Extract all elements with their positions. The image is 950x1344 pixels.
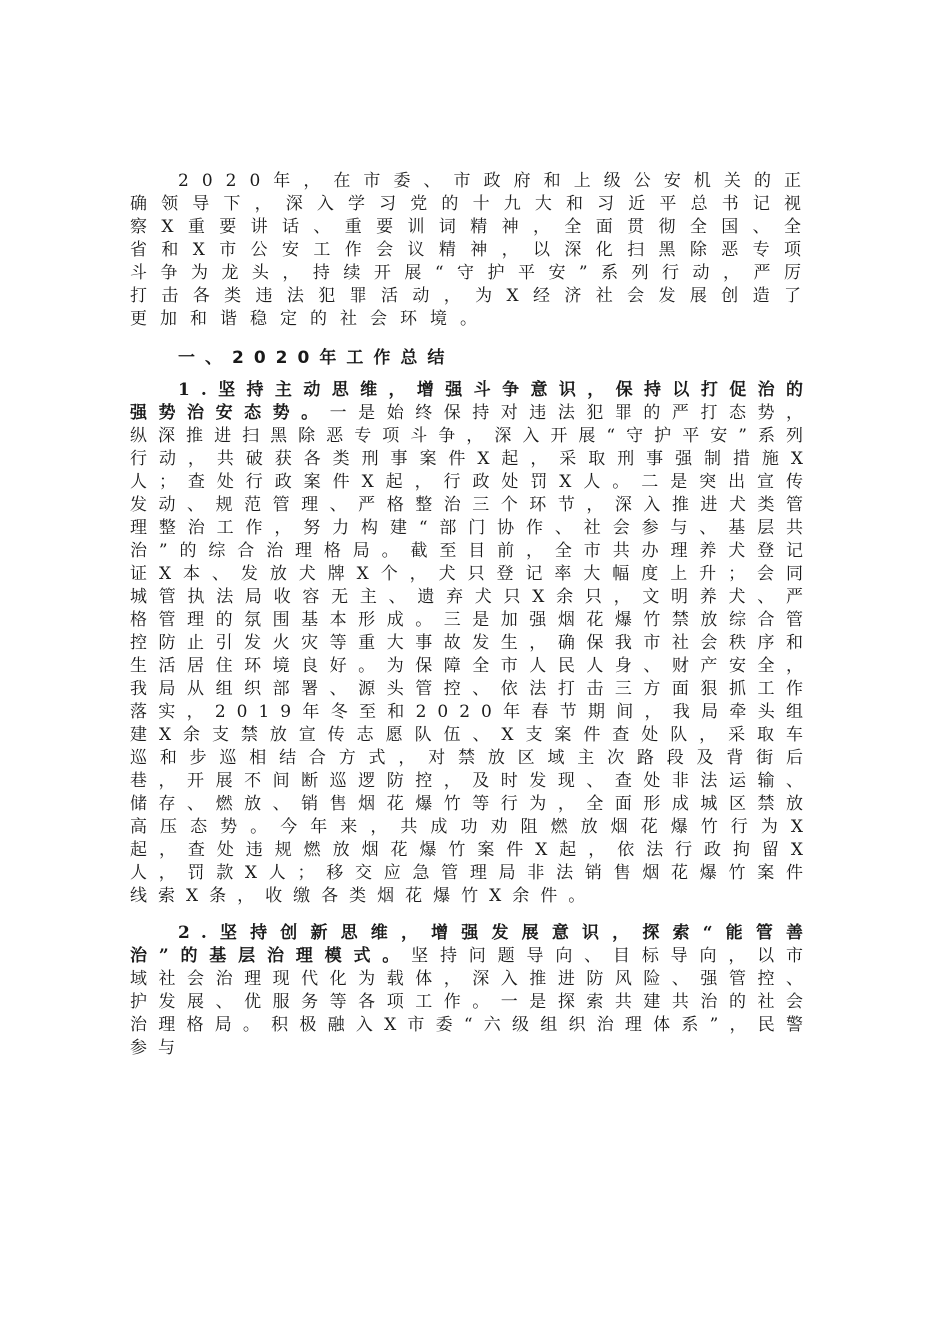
summary-item-2-body: 坚持问题导向、目标导向，以市域社会治理现代化为载体，深入推进防风险、强管控、护发展、优服务等各项工作。一是探索共建共治的社会治理格局。积极融入X市委“六级组织治理体系”，民警参与 (130, 946, 815, 1058)
summary-item-2 (130, 922, 814, 1060)
summary-item-1-body: 一是始终保持对违法犯罪的严打态势，纵深推进扫黑除恶专项斗争，深入开展“守护平安”系列行动，共破获各类刑事案件X起，采取刑事强制措施X人；查处行政案件X起，行政处罚X人。二是突出宣传发动、规范管理、严格整治三个环节，深入推进犬类管理整治工作，努力构建“部门协作、社会参与、基层共治”的综合治理格局。截至目前，全市共办理养犬登记证X本、发放犬牌X个，犬只登记率大幅度上升；会同城管执法局收容无主、遗弃犬只X余只，文明养犬、严格管理的氛围基本形成。三是加强烟花爆竹禁放综合管控防止引发火灾等重大事故发生，确保我市社会秩序和生活居住环境良好。为保障全市人民人身、财产安全，我局从组织部署、源头管控、依法打击三方面狠抓工作落实，2019年冬至和2020年春节期间，我局牵头组建X余支禁放宣传志愿队伍、X支案件查处队，采取车巡和步巡相结合方式，对禁放区域主次路段及背街后巷，开展不间断巡逻防控，及时发现、查处非法运输、储存、燃放、销售烟花爆竹等行为，全面形成城区禁放高压态势。今年来，共成功劝阻燃放烟花爆竹行为X起，查处违规燃放烟花爆竹案件X起，依法行政拘留X人，罚款X人；移交应急管理局非法销售烟花爆竹案件线索X条，收缴各类烟花爆竹X余件。 (130, 403, 815, 906)
summary-item-1-lead: 1.坚持主动思维，增强斗争意识，保持以打促治的强势治安态势。 (130, 380, 814, 423)
summary-item-2-lead: 2.坚持创新思维，增强发展意识，探索“能管善治”的基层治理模式。 (130, 923, 814, 966)
intro-paragraph: 2020年，在市委、市政府和上级公安机关的正确领导下，深入学习党的十九大和习近平总书记视察X重要讲话、重要训词精神，全面贯彻全国、全省和X市公安工作会议精神，以深化扫黑除恶专项斗争为龙头，持续开展“守护平安”系列行动，严厉打击各类违法犯罪活动，为X经济社会发展创造了更加和谐稳定的社会环境。 (130, 171, 814, 329)
document-body (130, 170, 814, 1060)
summary-item-1 (130, 379, 814, 908)
section-heading: 一、2020年工作总结 (178, 348, 455, 368)
